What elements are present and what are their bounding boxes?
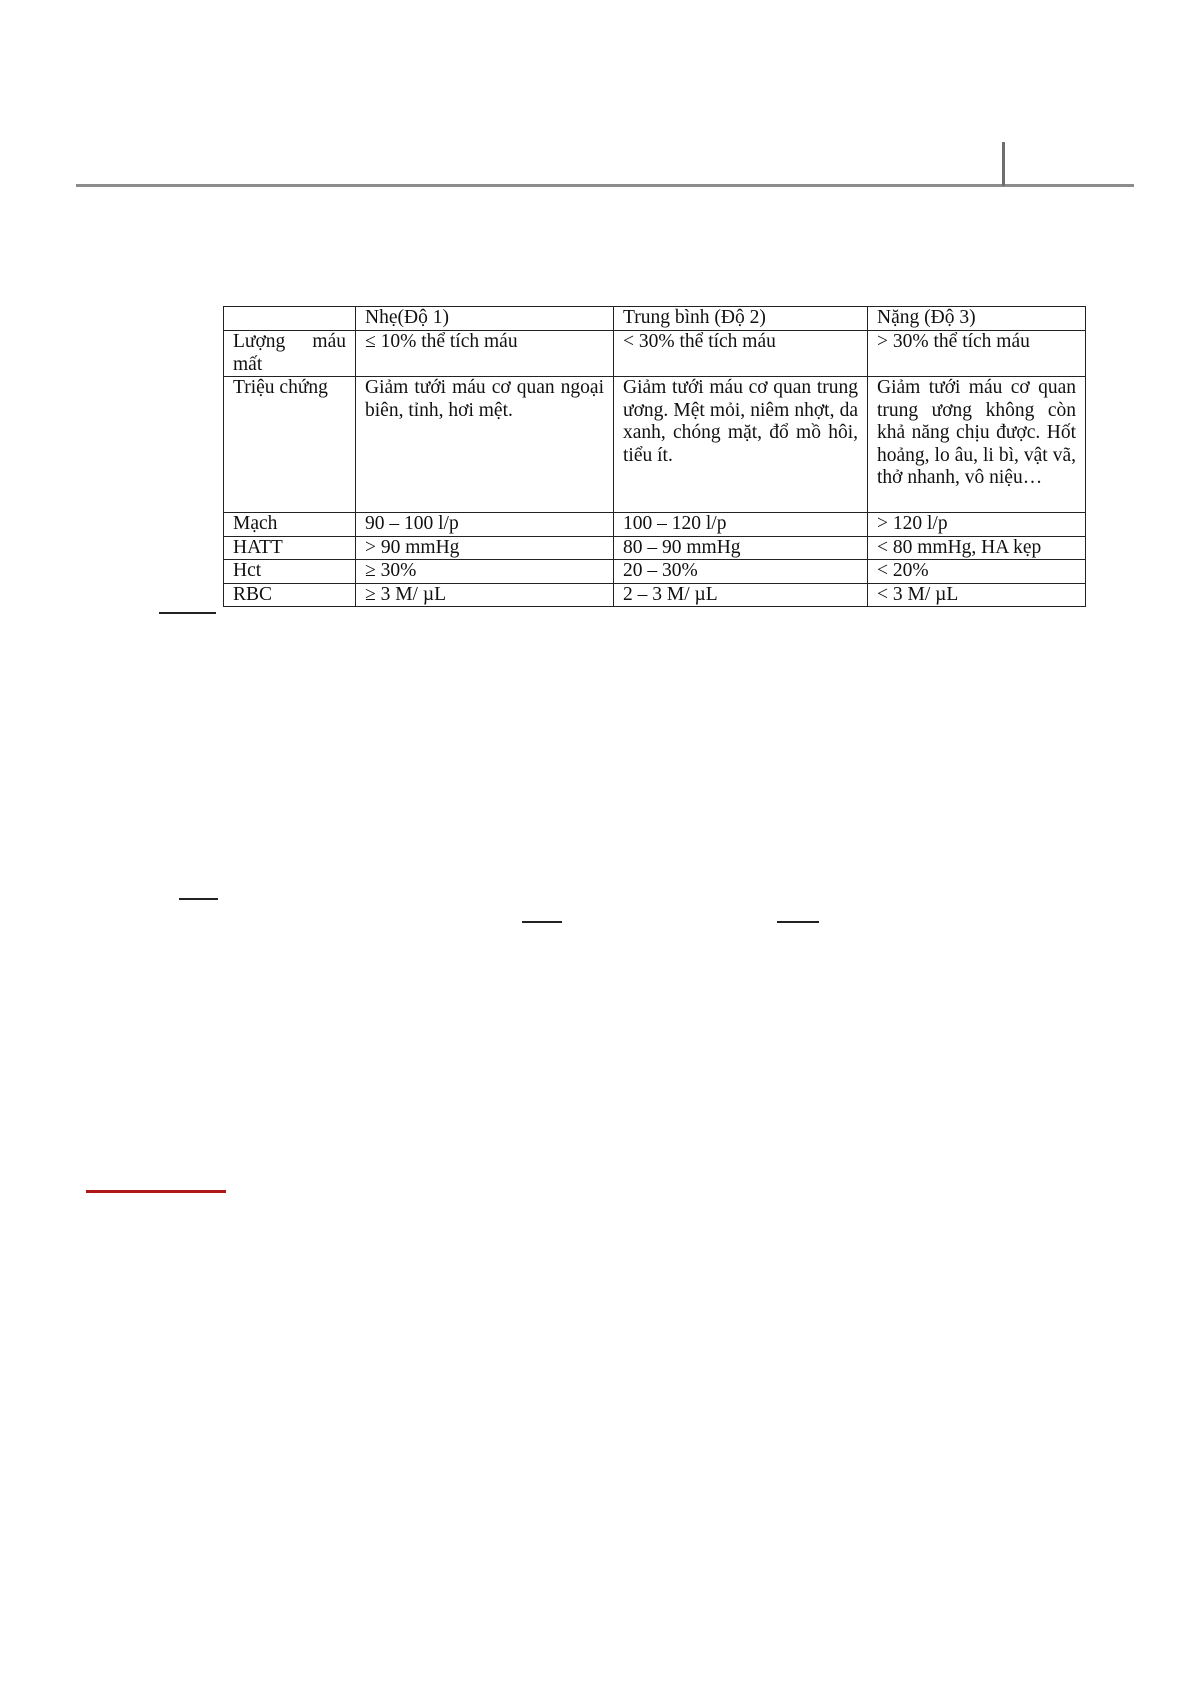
- table-row-label: RBC: [224, 583, 356, 607]
- table-cell: 100 – 120 l/p: [614, 513, 868, 537]
- table-row-label: Mạch: [224, 513, 356, 537]
- table-cell: > 30% thể tích máu: [868, 331, 1086, 377]
- table-row: [224, 560, 1086, 584]
- table-cell: < 30% thể tích máu: [614, 331, 868, 377]
- table-cell: 20 – 30%: [614, 560, 868, 584]
- table-row: [224, 513, 1086, 537]
- table-cell: ≤ 10% thể tích máu: [356, 331, 614, 377]
- table-row-label: Hct: [224, 560, 356, 584]
- table-row: [224, 536, 1086, 560]
- table-row: [224, 583, 1086, 607]
- table-row: [224, 331, 1086, 377]
- table-header-cell: [224, 307, 356, 331]
- table-cell: > 90 mmHg: [356, 536, 614, 560]
- table-row: [224, 377, 1086, 513]
- table-cell: < 20%: [868, 560, 1086, 584]
- table-header-cell: Nhẹ(Độ 1): [356, 307, 614, 331]
- table-cell: 2 – 3 M/ µL: [614, 583, 868, 607]
- page-header-tick: [1002, 142, 1005, 186]
- short-underline: [179, 898, 218, 900]
- table-row-label: Triệu chứng: [224, 377, 356, 513]
- table-cell: Giảm tưới máu cơ quan ngoại biên, tỉnh, hơi mệt.: [356, 377, 614, 513]
- table-row-label: HATT: [224, 536, 356, 560]
- table-cell: ≥ 30%: [356, 560, 614, 584]
- table-cell: 90 – 100 l/p: [356, 513, 614, 537]
- table-header-row: [224, 307, 1086, 331]
- table-cell: Giảm tưới máu cơ quan trung ương. Mệt mỏi, niêm nhợt, da xanh, chóng mặt, đổ mồ hôi, tiểu ít.: [614, 377, 868, 513]
- table-row-label: Lượng máu mất: [224, 331, 356, 377]
- blood-loss-severity-table: [223, 306, 1086, 607]
- table-cell: > 120 l/p: [868, 513, 1086, 537]
- table-header-cell: Trung bình (Độ 2): [614, 307, 868, 331]
- short-underline: [522, 921, 562, 923]
- short-underline: [777, 921, 819, 923]
- section-heading-underline: [86, 1190, 226, 1193]
- short-underline: [159, 612, 216, 614]
- table-cell: < 80 mmHg, HA kẹp: [868, 536, 1086, 560]
- table-header-cell: Nặng (Độ 3): [868, 307, 1086, 331]
- table-cell: Giảm tưới máu cơ quan trung ương không còn khả năng chịu được. Hốt hoảng, lo âu, li bì, vật vã, thở nhanh, vô niệu…: [868, 377, 1086, 513]
- table-cell: 80 – 90 mmHg: [614, 536, 868, 560]
- table-cell: ≥ 3 M/ µL: [356, 583, 614, 607]
- table-cell: < 3 M/ µL: [868, 583, 1086, 607]
- page-header-rule: [76, 184, 1134, 187]
